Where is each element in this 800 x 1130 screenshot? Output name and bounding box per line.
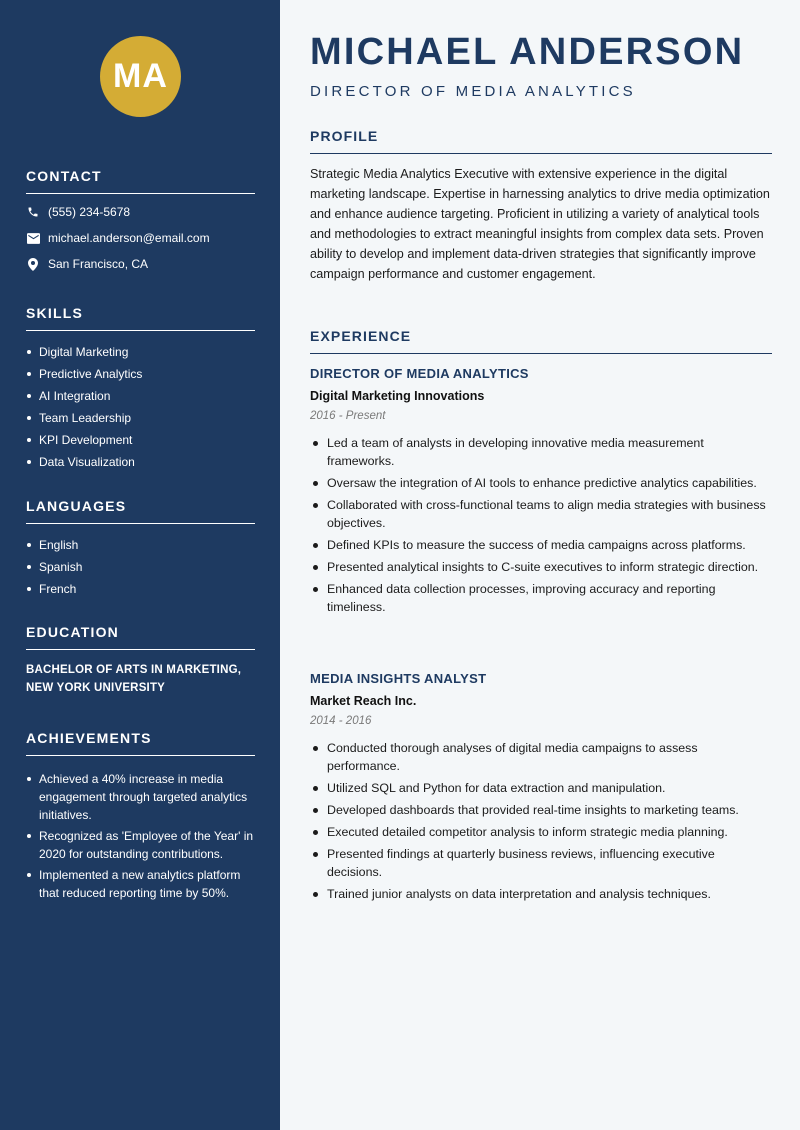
job-bullet: Trained junior analysts on data interpretation and analysis techniques.	[310, 885, 772, 903]
languages-heading: LANGUAGES	[26, 498, 255, 524]
skill-item: AI Integration	[26, 387, 255, 405]
degree-line-2: NEW YORK UNIVERSITY	[26, 682, 166, 694]
education-heading: EDUCATION	[26, 624, 255, 650]
job-dates: 2016 - Present	[310, 410, 386, 422]
contact-location	[26, 251, 255, 277]
skill-item: Data Visualization	[26, 453, 255, 471]
skills-list	[26, 343, 255, 471]
job-bullet: Conducted thorough analyses of digital media campaigns to assess performance.	[310, 739, 772, 775]
candidate-name: MICHAEL ANDERSON	[310, 31, 745, 73]
job-dates: 2014 - 2016	[310, 715, 372, 727]
language-item: French	[26, 580, 255, 598]
experience-heading: EXPERIENCE	[310, 328, 772, 354]
email-text[interactable]: michael.anderson@email.com	[48, 231, 210, 245]
job-bullet: Enhanced data collection processes, improving accuracy and reporting timeliness.	[310, 580, 772, 616]
contact-heading: CONTACT	[26, 168, 255, 194]
job-title: MEDIA INSIGHTS ANALYST	[310, 671, 487, 686]
job-bullet: Led a team of analysts in developing innovative media measurement frameworks.	[310, 434, 772, 470]
achievements-heading: ACHIEVEMENTS	[26, 730, 255, 756]
job-bullet: Utilized SQL and Python for data extraction and manipulation.	[310, 779, 772, 797]
profile-heading: PROFILE	[310, 128, 772, 154]
skill-item: Predictive Analytics	[26, 365, 255, 383]
sidebar	[0, 0, 280, 1130]
job-bullet: Presented findings at quarterly business reviews, influencing executive decisions.	[310, 845, 772, 881]
languages-list	[26, 536, 255, 598]
job-bullets	[310, 434, 772, 620]
job-bullet: Executed detailed competitor analysis to inform strategic media planning.	[310, 823, 772, 841]
contact-phone	[26, 199, 255, 225]
achievements-list	[26, 770, 255, 902]
language-item: English	[26, 536, 255, 554]
job-bullet: Oversaw the integration of AI tools to enhance predictive analytics capabilities.	[310, 474, 772, 492]
contact-section	[26, 168, 255, 277]
skill-item: KPI Development	[26, 431, 255, 449]
location-text: San Francisco, CA	[48, 257, 149, 271]
candidate-title: DIRECTOR OF MEDIA ANALYTICS	[310, 83, 636, 100]
skills-section	[26, 305, 255, 475]
job-company: Market Reach Inc.	[310, 694, 417, 708]
job-bullet: Developed dashboards that provided real-time insights to marketing teams.	[310, 801, 772, 819]
job-bullets	[310, 739, 772, 907]
profile-text: Strategic Media Analytics Executive with extensive experience in the digital marketing landscape. Expertise in harnessing analytics to drive media optimization and enhance audience targeting. Proficient in utilizing a variety of analytical tools and methodologies to extract meaningful insights from complex data sets. Proven ability to develop and implement data-driven strategies that significantly improve campaign performance and customer engagement.	[310, 167, 770, 281]
achievement-item: Implemented a new analytics platform that reduced reporting time by 50%.	[26, 866, 255, 902]
phone-icon	[26, 205, 40, 219]
job-company: Digital Marketing Innovations	[310, 389, 485, 403]
email-icon	[26, 231, 40, 245]
languages-section	[26, 498, 255, 602]
job-title: DIRECTOR OF MEDIA ANALYTICS	[310, 366, 529, 381]
skill-item: Digital Marketing	[26, 343, 255, 361]
education-section	[26, 624, 255, 697]
language-item: Spanish	[26, 558, 255, 576]
job-bullet: Presented analytical insights to C-suite executives to inform strategic direction.	[310, 558, 772, 576]
achievement-item: Achieved a 40% increase in media engagement through targeted analytics initiatives.	[26, 770, 255, 824]
phone-text[interactable]: (555) 234-5678	[48, 205, 131, 219]
achievement-item: Recognized as 'Employee of the Year' in 2020 for outstanding contributions.	[26, 827, 255, 863]
contact-email	[26, 225, 255, 251]
education-degree	[26, 661, 246, 697]
avatar	[100, 36, 181, 117]
location-pin-icon	[26, 257, 40, 271]
achievements-section	[26, 730, 255, 905]
job-bullet: Collaborated with cross-functional teams to align media strategies with business objectives.	[310, 496, 772, 532]
skills-heading: SKILLS	[26, 305, 255, 331]
skill-item: Team Leadership	[26, 409, 255, 427]
degree-line-1: BACHELOR OF ARTS IN MARKETING,	[26, 664, 242, 676]
avatar-initials: MA	[113, 57, 168, 95]
job-bullet: Defined KPIs to measure the success of media campaigns across platforms.	[310, 536, 772, 554]
